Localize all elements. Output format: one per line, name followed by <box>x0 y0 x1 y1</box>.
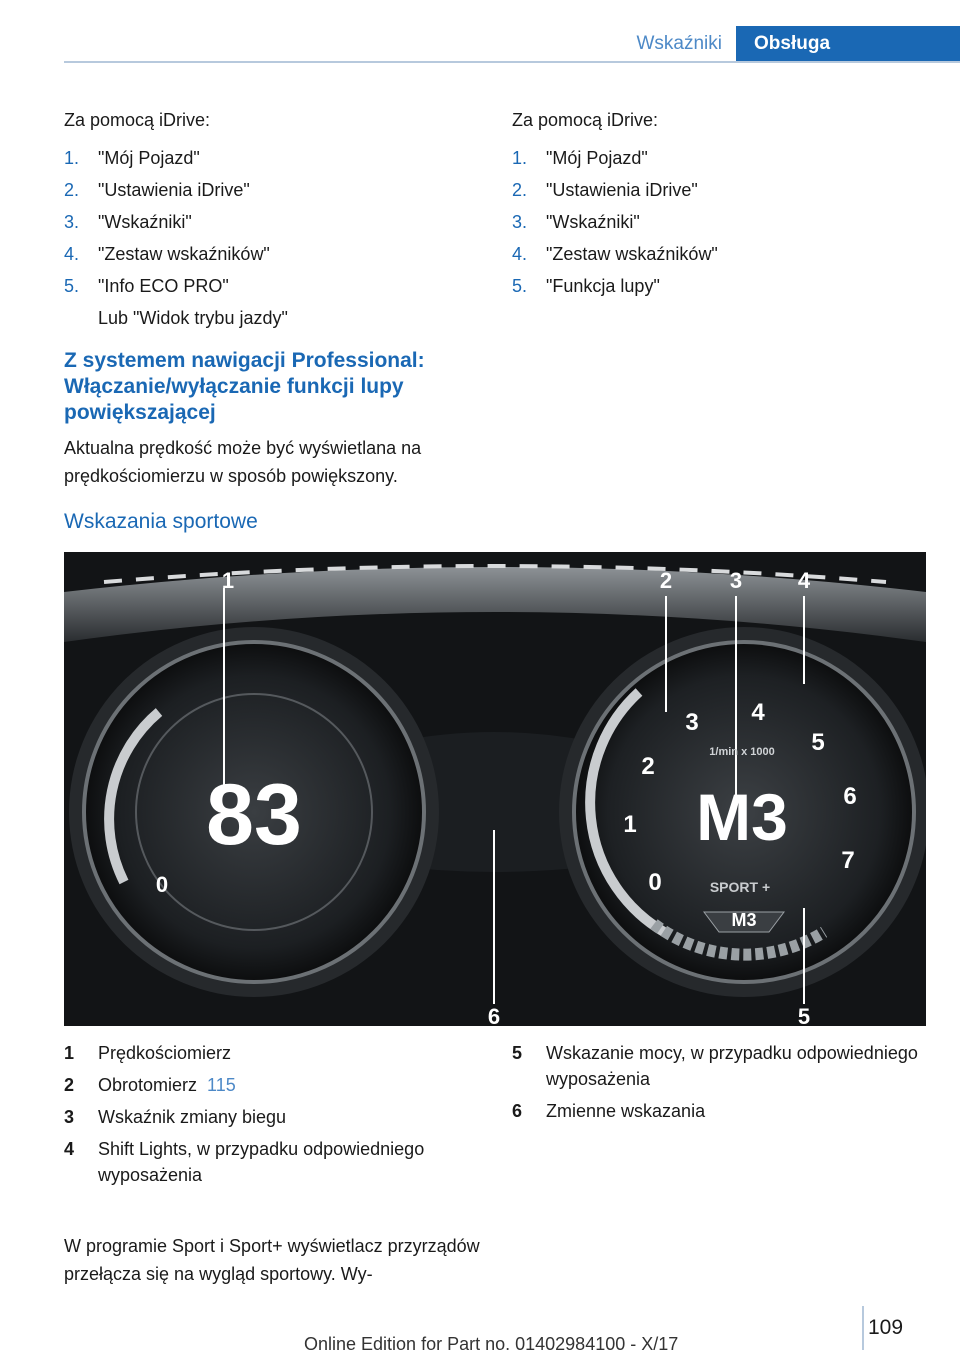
tab-wskazniki[interactable]: Wskaźniki <box>596 26 736 62</box>
legend-item <box>64 1104 474 1130</box>
legend-text: Shift Lights, w przypadku odpowiedniego wyposażenia <box>98 1139 425 1185</box>
page-number: 109 <box>868 1316 904 1339</box>
rpm-tick-label: 3 <box>685 709 699 736</box>
speed-zero-label: 0 <box>155 872 169 897</box>
cluster-illustration <box>64 552 926 1026</box>
callout-5: 5 <box>797 1004 811 1026</box>
section-title-magnifier: Z systemem nawigacji Professional: Włączanie/wyłączanie funkcji lupy powiększającej <box>64 349 425 424</box>
rpm-tick-label: 7 <box>841 847 855 874</box>
step-text: "Zestaw wskaźników" <box>98 244 270 264</box>
header-divider <box>64 61 960 63</box>
legend-right <box>512 1040 932 1130</box>
list-item <box>64 270 474 302</box>
legend-item <box>64 1136 474 1188</box>
callout-1: 1 <box>221 568 235 593</box>
step-text: "Zestaw wskaźników" <box>546 244 718 264</box>
step-text: "Ustawienia iDrive" <box>546 180 698 200</box>
legend-text: Wskazanie mocy, w przypadku odpowiedniego wyposażenia <box>546 1043 918 1089</box>
list-item <box>512 206 922 238</box>
step-text: "Info ECO PRO" <box>98 276 229 296</box>
rpm-tick-label: 1 <box>623 811 637 838</box>
legend-number: 6 <box>512 1101 523 1121</box>
left-intro: Za pomocą iDrive: <box>64 110 211 130</box>
step-number: 2. <box>512 180 528 200</box>
drive-mode-gear: M3 <box>731 910 757 930</box>
step-text: "Ustawienia iDrive" <box>98 180 250 200</box>
list-item <box>64 174 474 206</box>
rpm-tick-label: 2 <box>641 753 655 780</box>
left-column <box>64 104 474 334</box>
legend-number: 4 <box>64 1139 75 1159</box>
footer-divider <box>862 1306 864 1350</box>
legend-number: 5 <box>512 1043 523 1063</box>
callout-2: 2 <box>659 568 673 593</box>
list-item <box>512 174 922 206</box>
step-number: 1. <box>512 148 528 168</box>
instrument-cluster-figure <box>64 552 926 1026</box>
step-number: 4. <box>64 244 80 264</box>
legend-item <box>64 1072 474 1098</box>
legend-item <box>512 1040 932 1092</box>
step-number: 4. <box>512 244 528 264</box>
rpm-unit-label: 1/min x 1000 <box>709 746 775 758</box>
callout-3: 3 <box>729 568 743 593</box>
legend-text: Obrotomierz <box>98 1075 198 1095</box>
list-item <box>64 238 474 270</box>
legend-item <box>512 1098 932 1124</box>
header-tabs <box>0 0 960 62</box>
right-column <box>512 104 922 302</box>
step-text: "Funkcja lupy" <box>546 276 660 296</box>
legend-text: Prędkościomierz <box>98 1043 232 1063</box>
sport-section-title: Wskazania sportowe <box>64 510 258 533</box>
list-item <box>512 238 922 270</box>
step-number: 1. <box>64 148 80 168</box>
legend-item <box>64 1040 474 1066</box>
edition-footer: Online Edition for Part no. 01402984100 - X/17 <box>304 1334 679 1354</box>
callout-4: 4 <box>797 568 811 593</box>
step-number: 5. <box>64 276 80 296</box>
list-item <box>64 206 474 238</box>
legend-number: 2 <box>64 1075 75 1095</box>
legend-number: 1 <box>64 1043 75 1063</box>
step-text: "Wskaźniki" <box>546 212 640 232</box>
step-text: "Mój Pojazd" <box>98 148 200 168</box>
step-number: 3. <box>64 212 80 232</box>
list-item <box>512 142 922 174</box>
gear-readout: M3 <box>696 780 788 854</box>
speed-readout: 83 <box>206 767 302 863</box>
legend-left <box>64 1040 474 1194</box>
rpm-tick-label: 6 <box>843 783 857 810</box>
legend-text: Zmienne wskazania <box>546 1101 706 1121</box>
step5-alternative: Lub "Widok trybu jazdy" <box>98 308 288 328</box>
right-intro: Za pomocą iDrive: <box>512 110 659 130</box>
tab-obsluga[interactable]: Obsługa <box>736 26 960 62</box>
list-item <box>64 142 474 174</box>
rpm-tick-label: 5 <box>811 729 825 756</box>
section-body-magnifier: Aktualna prędkość może być wyświetlana na prędkościomierzu w sposób powiększony. <box>64 438 422 486</box>
list-item <box>512 270 922 302</box>
drive-mode-label: SPORT + <box>709 879 771 895</box>
left-steps-list <box>64 142 474 302</box>
page-reference-link[interactable]: 115 <box>207 1075 236 1095</box>
rpm-tick-label: 4 <box>751 699 765 726</box>
step-number: 2. <box>64 180 80 200</box>
closing-paragraph: W programie Sport i Sport+ wyświetlacz przyrządów przełącza się na wygląd sportowy. Wy- <box>64 1236 480 1284</box>
legend-number: 3 <box>64 1107 75 1127</box>
step-text: "Wskaźniki" <box>98 212 192 232</box>
callout-6: 6 <box>487 1004 501 1026</box>
step-number: 5. <box>512 276 528 296</box>
legend-text: Wskaźnik zmiany biegu <box>98 1107 287 1127</box>
right-steps-list <box>512 142 922 302</box>
step-number: 3. <box>512 212 528 232</box>
step-text: "Mój Pojazd" <box>546 148 648 168</box>
rpm-tick-label: 0 <box>648 869 662 896</box>
